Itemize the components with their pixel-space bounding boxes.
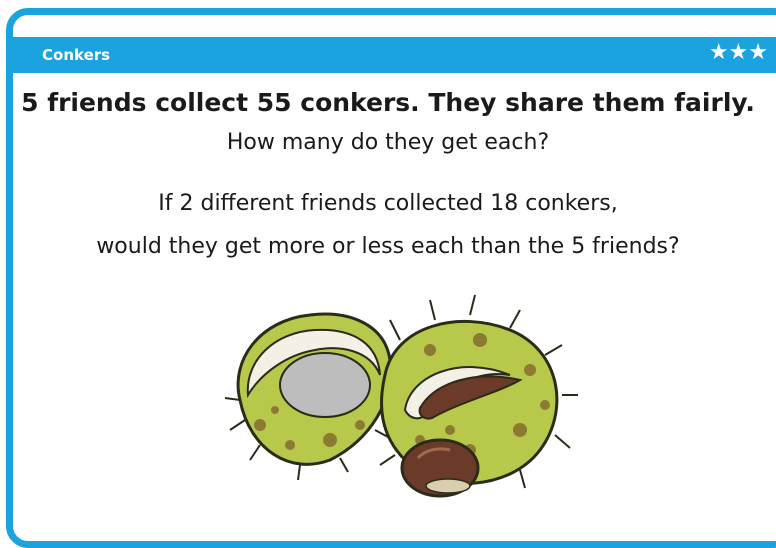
question-line-2: How many do they get each?	[226, 130, 550, 155]
card-header	[12, 37, 776, 73]
difficulty-stars-icon: ★★★	[708, 40, 768, 65]
card-title: Conkers	[42, 46, 111, 64]
open-husk-left	[225, 314, 391, 480]
question-line-1: 5 friends collect 55 conkers. They share them fairly.	[21, 88, 755, 117]
conkers-illustration-icon	[220, 290, 580, 500]
conker-nut	[402, 440, 478, 496]
question-line-3: If 2 different friends collected 18 conkers,	[158, 191, 618, 216]
question-line-4: would they get more or less each than the 5 friends?	[96, 234, 680, 259]
